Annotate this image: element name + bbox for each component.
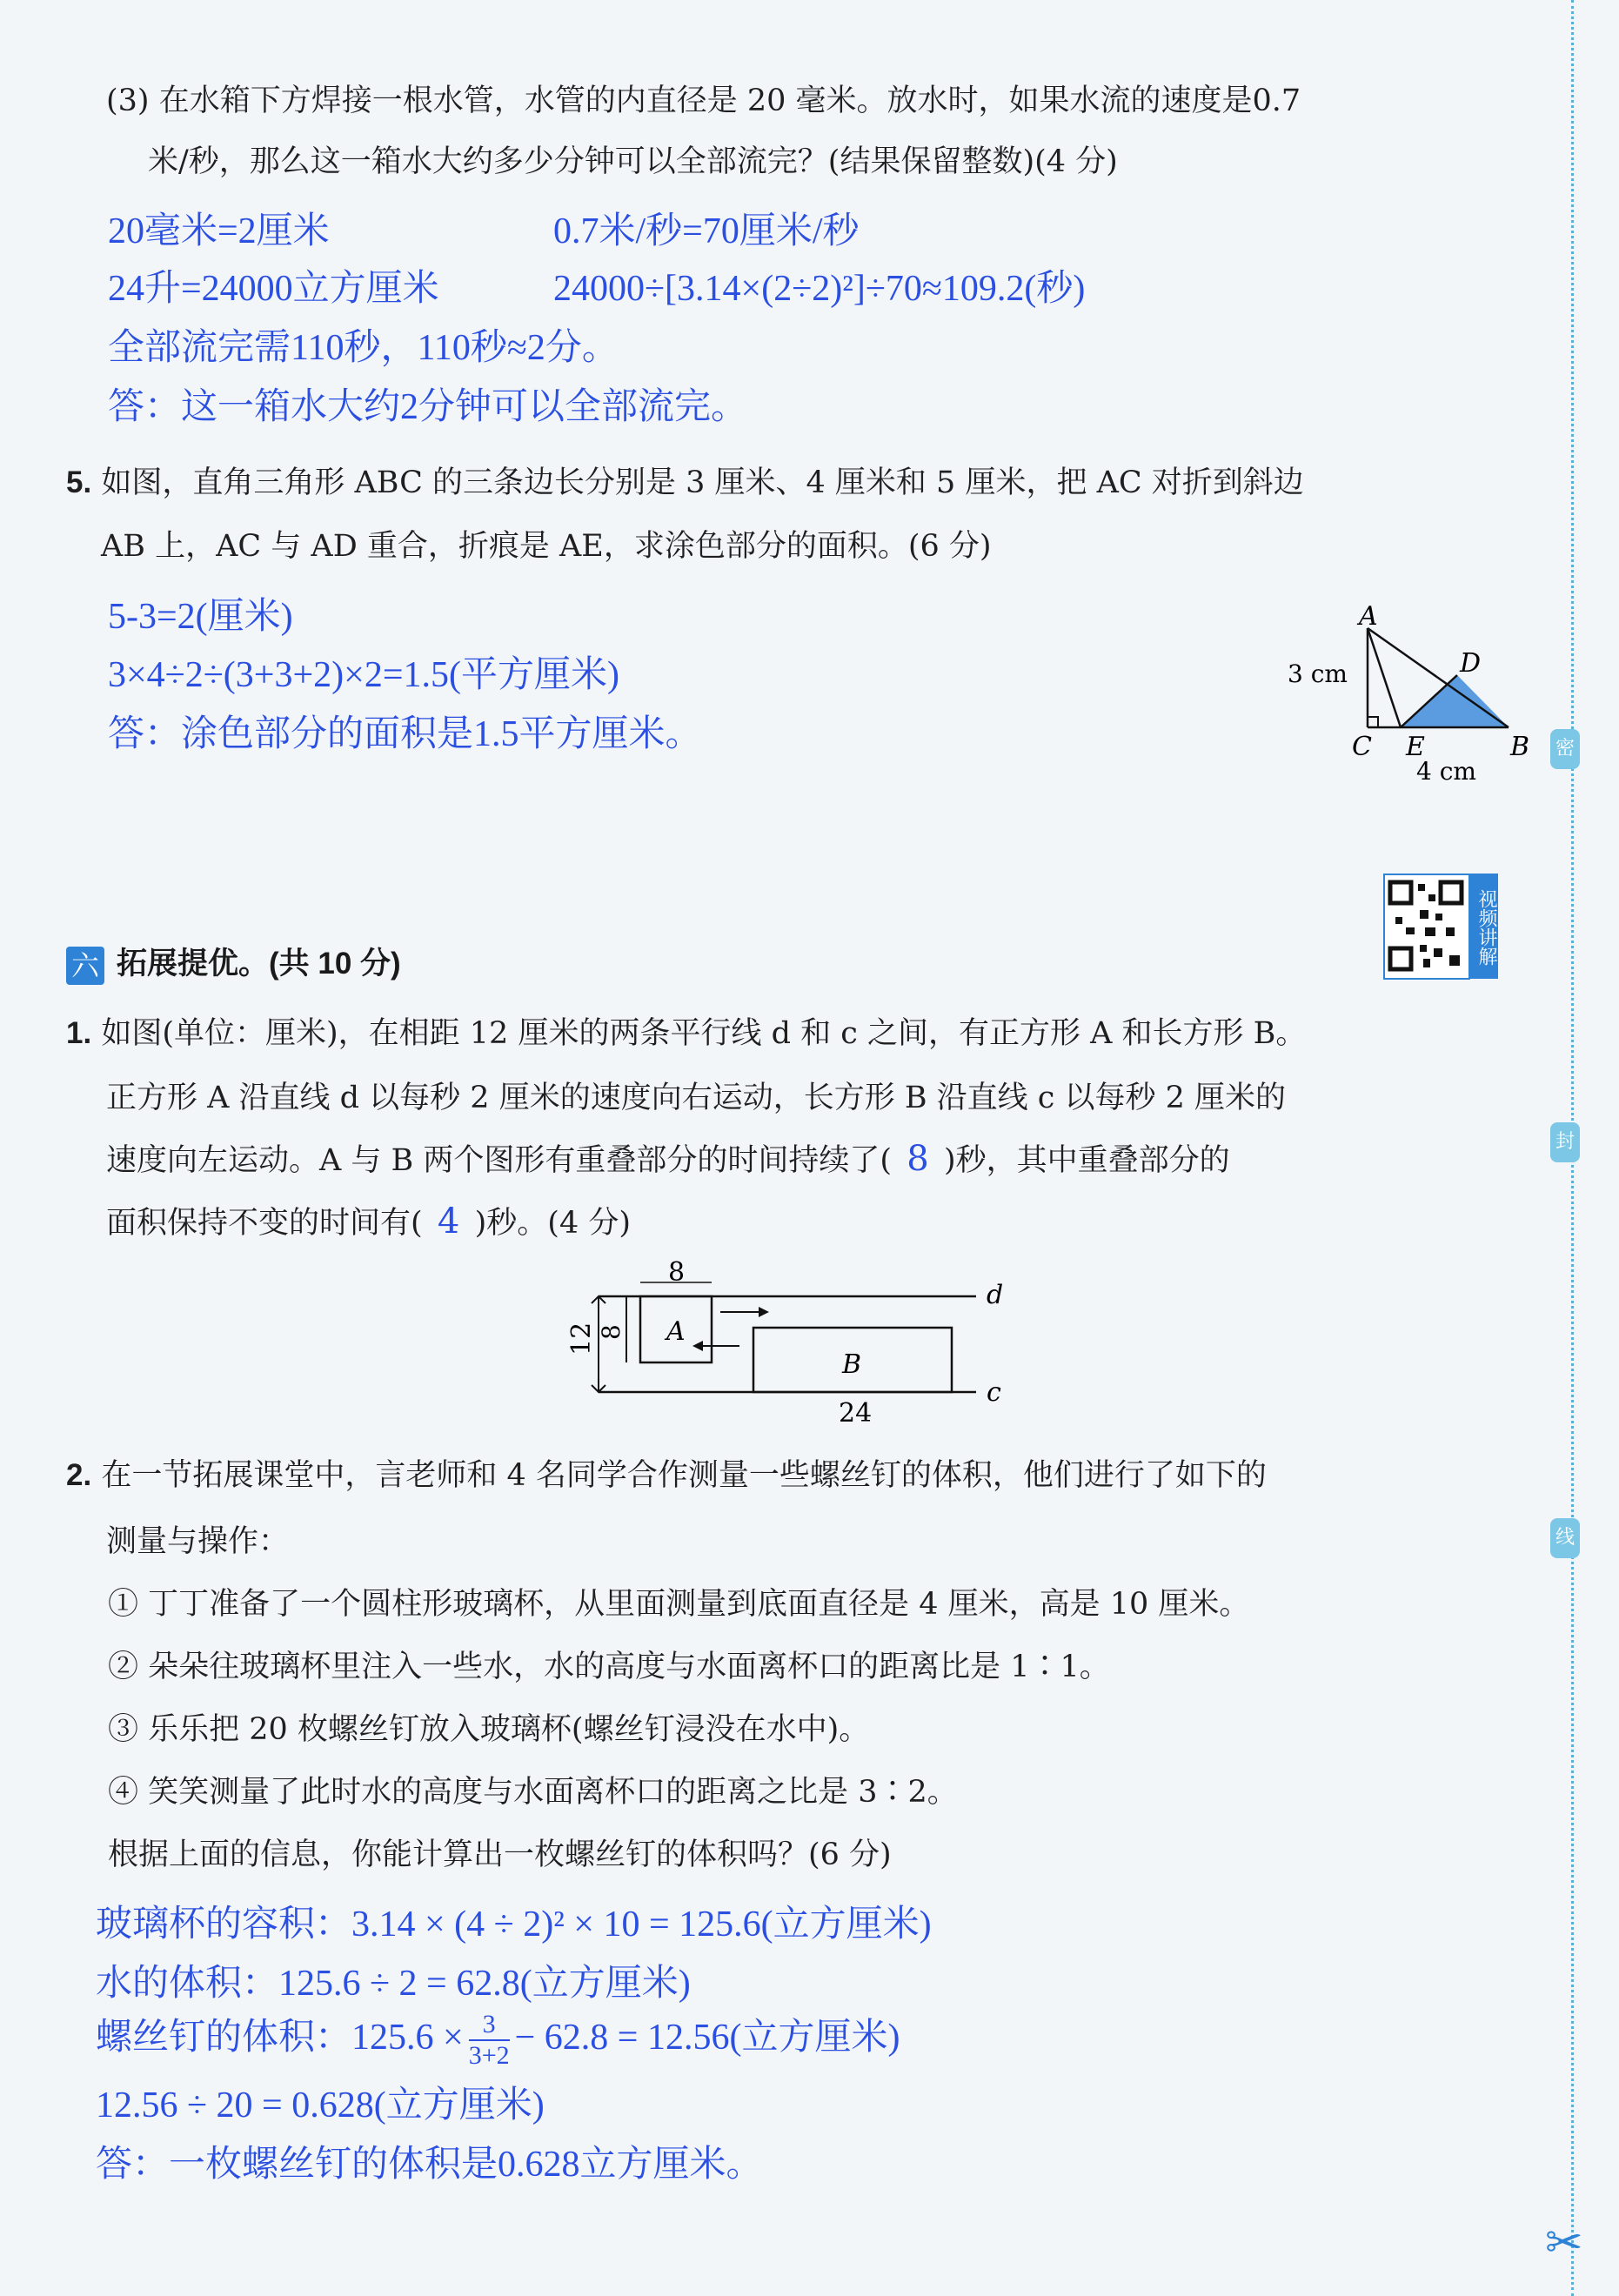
q6-1-line3-pre: 速度向左运动。A 与 B 两个图形有重叠部分的时间持续了( — [106, 1143, 893, 1178]
q5-answer-1: 5-3=2(厘米) — [108, 597, 293, 637]
q6-1-number: 1. — [66, 1016, 92, 1050]
label-c: c — [987, 1377, 1001, 1408]
q6-2-answer-screws — [96, 2008, 900, 2069]
part3-answer-calc: 24000÷[3.14×(2÷2)²]÷70≈109.2(秒) — [553, 269, 1086, 309]
q6-2-step2: ② 朵朵往玻璃杯里注入一些水，水的高度与水面离杯口的距离比是 1∶1。 — [108, 1650, 1110, 1684]
q6-1-answer-overlap-time: 8 — [907, 1139, 929, 1179]
q5-line1 — [66, 459, 1304, 502]
label-12: 12 — [566, 1322, 597, 1356]
q5-answer-2: 3×4÷2÷(3+3+2)×2=1.5(平方厘米) — [108, 655, 619, 695]
q5-answer-final: 答：涂色部分的面积是1.5平方厘米。 — [108, 714, 702, 754]
q6-1-line4-pre: 面积保持不变的时间有( — [106, 1206, 423, 1241]
q6-1-line3-post: )秒，其中重叠部分的 — [944, 1143, 1230, 1178]
label-bottom-24: 24 — [839, 1398, 873, 1429]
margin-tab-mi: 密 — [1550, 729, 1580, 769]
q6-1-figure — [566, 1257, 1044, 1429]
q6-2-text-line1: 在一节拓展课堂中，言老师和 4 名同学合作测量一些螺丝钉的体积，他们进行了如下的 — [101, 1458, 1267, 1493]
qr-caption: 视频讲解 — [1468, 874, 1498, 979]
q6-2-step1: ① 丁丁准备了一个圆柱形玻璃杯，从里面测量到底面直径是 4 厘米，高是 10 厘米。 — [108, 1587, 1250, 1622]
q6-2-answer-final: 答：一枚螺丝钉的体积是0.628立方厘米。 — [96, 2145, 763, 2185]
q6-2-step4: ④ 笑笑测量了此时水的高度与水面离杯口的距离之比是 3∶2。 — [108, 1775, 958, 1810]
q6-2-a3-post: − 62.8 = 12.56(立方厘米) — [514, 2018, 900, 2058]
q6-1-text-line3 — [106, 1136, 1230, 1180]
label-side-ac: 3 cm — [1288, 659, 1348, 688]
label-top-8: 8 — [668, 1257, 686, 1288]
fraction-numerator: 3 — [469, 2012, 510, 2041]
q6-2-answer-capacity: 玻璃杯的容积：3.14 × (4 ÷ 2)² × 10 = 125.6(立方厘米) — [96, 1904, 932, 1945]
label-B: B — [1510, 732, 1530, 762]
label-E: E — [1406, 732, 1425, 762]
q5-text-line1: 如图，直角三角形 ABC 的三条边长分别是 3 厘米、4 厘米和 5 厘米，把 AC 对折到斜边 — [101, 465, 1304, 500]
part3-answer-speed: 0.7米/秒=70厘米/秒 — [553, 211, 860, 251]
label-d: d — [987, 1280, 1004, 1310]
q6-2-a3-pre: 螺丝钉的体积：125.6 × — [96, 2018, 464, 2058]
q6-1-line1 — [66, 1009, 1306, 1053]
q6-1-text-line4 — [106, 1199, 631, 1242]
label-D: D — [1460, 648, 1482, 679]
q5-triangle-figure — [1279, 574, 1531, 800]
qr-code[interactable] — [1383, 874, 1470, 980]
q6-1-line4-post: )秒。(4 分) — [474, 1206, 632, 1241]
part3-answer-mm: 20毫米=2厘米 — [108, 211, 330, 251]
shaded-region — [1401, 675, 1509, 727]
margin-tab-feng: 封 — [1550, 1122, 1580, 1162]
label-C: C — [1352, 732, 1372, 762]
q6-2-answer-one-screw: 12.56 ÷ 20 = 0.628(立方厘米) — [96, 2085, 545, 2125]
label-B: B — [842, 1349, 862, 1380]
label-A: A — [1359, 601, 1378, 632]
q6-1-text-line1: 如图(单位：厘米)，在相距 12 厘米的两条平行线 d 和 c 之间，有正方形 A 和长方形 B。 — [101, 1016, 1307, 1051]
part3-answer-final: 答：这一箱水大约2分钟可以全部流完。 — [108, 387, 748, 427]
label-8-left: 8 — [597, 1324, 626, 1340]
label-side-cb: 4 cm — [1416, 757, 1476, 786]
fraction-denominator: 3+2 — [468, 2041, 510, 2071]
part3-question-line1: (3) 在水箱下方焊接一根水管，水管的内直径是 20 毫米。放水时，如果水流的速度是0.7 — [106, 84, 1301, 118]
section6-header — [66, 940, 401, 985]
label-A: A — [666, 1316, 686, 1347]
q6-2-step3: ③ 乐乐把 20 枚螺丝钉放入玻璃杯(螺丝钉浸没在水中)。 — [108, 1712, 870, 1747]
q6-1-text-line2: 正方形 A 沿直线 d 以每秒 2 厘米的速度向右运动，长方形 B 沿直线 c 以每秒 2 厘米的 — [106, 1081, 1287, 1115]
part3-answer-volume: 24升=24000立方厘米 — [108, 269, 439, 309]
q6-2-text-line2: 测量与操作： — [106, 1524, 290, 1559]
section6-title: 拓展提优。(共 10 分) — [117, 947, 401, 981]
q6-2-ask: 根据上面的信息，你能计算出一枚螺丝钉的体积吗？(6 分) — [108, 1837, 892, 1872]
q6-2-line1 — [66, 1451, 1267, 1495]
q6-2-number: 2. — [66, 1458, 92, 1492]
qr-pattern-icon — [1385, 875, 1468, 978]
part3-answer-time: 全部流完需110秒，110秒≈2分。 — [108, 328, 619, 368]
q6-1-answer-constant-time: 4 — [437, 1202, 460, 1242]
section6-badge: 六 — [66, 947, 104, 985]
q6-2-answer-water: 水的体积：125.6 ÷ 2 = 62.8(立方厘米) — [96, 1964, 691, 2004]
q5-text-line2: AB 上，AC 与 AD 重合，折痕是 AE，求涂色部分的面积。(6 分) — [101, 529, 992, 564]
scissors-icon: ✂ — [1545, 2217, 1583, 2269]
q5-number: 5. — [66, 465, 92, 499]
fraction — [469, 2012, 510, 2069]
margin-tab-xian: 线 — [1550, 1518, 1580, 1558]
part3-question-line2: 米/秒，那么这一箱水大约多少分钟可以全部流完？(结果保留整数)(4 分) — [148, 144, 1118, 179]
